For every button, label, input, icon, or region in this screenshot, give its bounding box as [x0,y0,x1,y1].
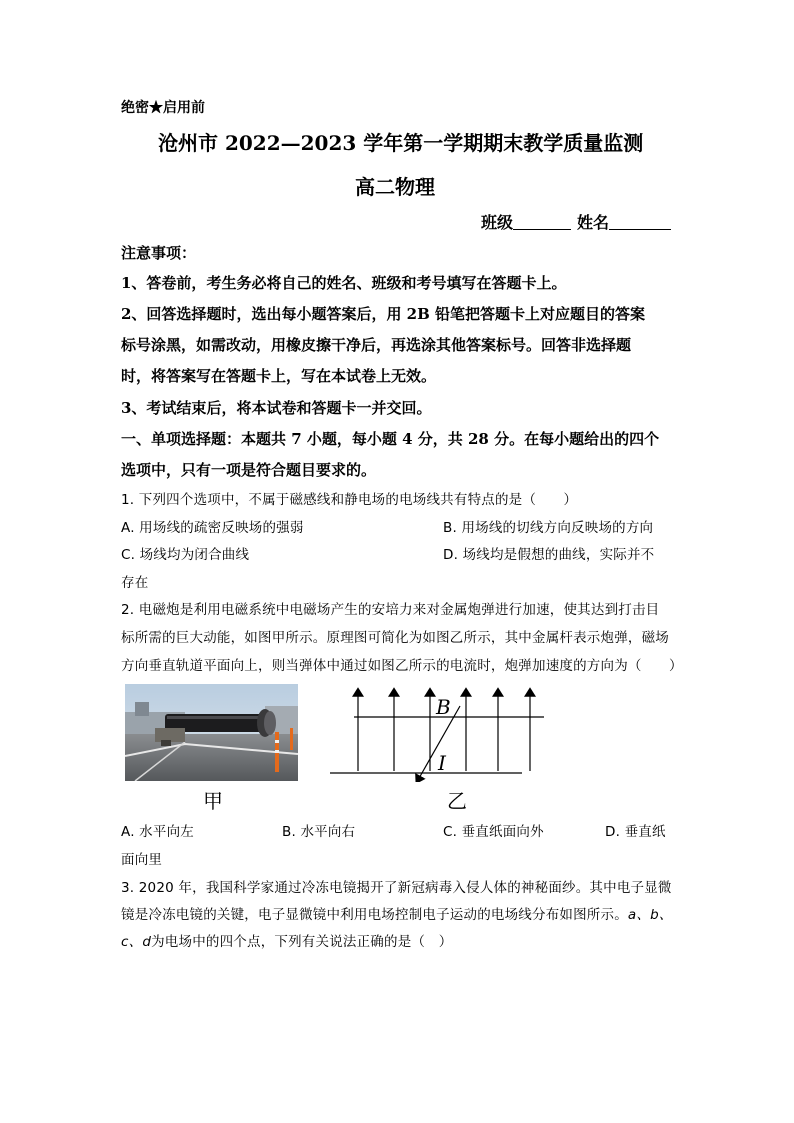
q2-stem-3: 方向垂直轨道平面向上，则当弹体中通过如图乙所示的电流时，炮弹加速度的方向为（ ） [121,658,683,674]
q1-option-a: A. 用场线的疏密反映场的强弱 [121,520,304,536]
q3-point-vars-ab: a、b、 [627,907,673,923]
q1-option-c: C. 场线均为闭合曲线 [121,547,250,563]
class-blank [513,214,571,230]
q3-stem-3 [121,930,453,950]
q3-stem-3-text: 为电场中的四个点，下列有关说法正确的是（ ） [151,934,453,950]
figure-label-jia: 甲 [203,789,223,813]
q1-stem: 1. 下列四个选项中，不属于磁感线和静电场的电场线共有特点的是（ ） [121,492,578,508]
class-label: 班级 [481,213,514,232]
label-b: B [436,695,451,719]
q1-option-d-cont: 存在 [121,575,149,591]
note-3: 3、考试结束后，将本试卷和答题卡一并交回。 [121,399,432,417]
q3-point-vars-cd: c、d [121,934,152,950]
railgun-photo [125,684,298,781]
figure-label-yi: 乙 [447,789,467,813]
name-label: 姓名 [577,213,610,232]
class-name-line [481,210,671,233]
q2-stem-1: 2. 电磁炮是利用电磁系统中电磁场产生的安培力来对金属炮弹进行加速，使其达到打击目 [121,602,660,618]
q1-option-d: D. 场线均是假想的曲线，实际并不 [443,547,655,563]
q2-stem-2: 标所需的巨大动能，如图甲所示。原理图可简化为如图乙所示，其中金属杆表示炮弹，磁场 [121,630,669,646]
notes-heading: 注意事项： [121,244,197,262]
q3-stem-2 [121,903,673,923]
principle-diagram [326,684,556,782]
q2-option-b: B. 水平向右 [282,824,356,840]
note-2-line-2: 标号涂黑，如需改动，用橡皮擦干净后，再选涂其他答案标号。回答非选择题 [121,336,632,354]
q1-option-b: B. 用场线的切线方向反映场的方向 [443,520,654,536]
q2-option-d-cont: 面向里 [121,852,163,868]
note-2-line-1: 2、回答选择题时，选出每小题答案后，用 2B 铅笔把答题卡上对应题目的答案 [121,305,645,323]
q2-option-c: C. 垂直纸面向外 [443,824,544,840]
secret-label: 绝密★启用前 [121,100,205,116]
label-i: I [438,751,446,775]
exam-title: 沧州市 2022—2023 学年第一学期期末教学质量监测 [158,131,644,155]
name-blank [609,214,671,230]
note-2-line-3: 时，将答案写在答题卡上，写在本试卷上无效。 [121,367,437,385]
note-1: 1、答卷前，考生务必将自己的姓名、班级和考号填写在答题卡上。 [121,274,567,292]
q3-stem-2-text: 镜是冷冻电镜的关键，电子显微镜中利用电场控制电子运动的电场线分布如图所示。 [121,907,628,923]
subject-title: 高二物理 [355,175,435,199]
q2-option-d: D. 垂直纸 [605,824,666,840]
q3-stem-1: 3. 2020 年，我国科学家通过冷冻电镜揭开了新冠病毒入侵人体的神秘面纱。其中电子显微 [121,880,672,896]
section-1-line-1: 一、单项选择题：本题共 7 小题，每小题 4 分，共 28 分。在每小题给出的四个 [121,430,660,448]
section-1-line-2: 选项中，只有一项是符合题目要求的。 [121,461,377,479]
q2-option-a: A. 水平向左 [121,824,194,840]
